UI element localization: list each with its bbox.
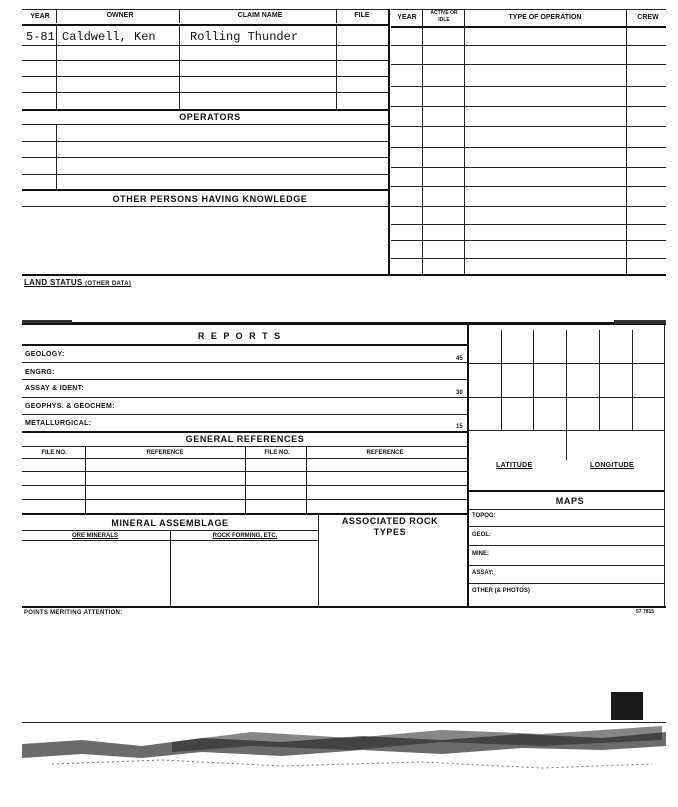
margin-number-30: 30 xyxy=(456,390,463,396)
gen-ref-header-reference-1: REFERENCE xyxy=(146,450,184,456)
maps-row-topog: TOPOG: xyxy=(472,513,496,519)
claims-header-owner: OWNER xyxy=(106,12,134,19)
longitude-label: LONGITUDE xyxy=(590,462,634,469)
claims-header-claim-name: CLAIM NAME xyxy=(237,12,283,19)
rock-forming-header: ROCK FORMING, ETC. xyxy=(212,533,278,539)
reports-row-assay: ASSAY & IDENT: xyxy=(25,385,85,392)
reports-row-engrg: ENGRG: xyxy=(25,369,55,376)
operators-heading: OPERATORS xyxy=(179,112,241,122)
form-number: 57 7815 xyxy=(636,609,655,615)
maps-row-assay: ASSAY: xyxy=(472,570,494,576)
ops-header-type-of-operation: TYPE OF OPERATION xyxy=(508,14,582,21)
claim-row-year: 5-81 xyxy=(26,30,55,44)
ops-header-crew: CREW xyxy=(637,14,659,21)
general-references-heading: GENERAL REFERENCES xyxy=(185,434,305,444)
land-status-title: LAND STATUS xyxy=(24,278,83,287)
associated-rock-types-heading: ASSOCIATED ROCK TYPES xyxy=(341,516,439,537)
ops-header-year: YEAR xyxy=(397,14,417,21)
gen-ref-header-reference-2: REFERENCE xyxy=(366,450,404,456)
ore-minerals-header: ORE MINERALS xyxy=(71,533,118,539)
land-status-label xyxy=(24,278,131,287)
margin-number-15: 15 xyxy=(456,424,463,430)
maps-heading: MAPS xyxy=(555,496,585,506)
claim-row-claim-name: Rolling Thunder xyxy=(190,30,299,44)
scan-smudge xyxy=(22,724,666,776)
mineral-assemblage-heading: MINERAL ASSEMBLAGE xyxy=(111,518,229,528)
gen-ref-header-file-no-1: FILE NO. xyxy=(41,450,67,456)
claims-header-file: FILE xyxy=(354,12,370,19)
reports-row-geology: GEOLOGY: xyxy=(25,351,65,358)
claim-row-owner: Caldwell, Ken xyxy=(62,30,156,44)
claims-header-year: YEAR xyxy=(30,13,50,20)
maps-row-mine: MINE: xyxy=(472,551,489,557)
maps-row-other: OTHER (& PHOTOS) xyxy=(472,588,530,594)
gen-ref-header-file-no-2: FILE NO. xyxy=(264,450,290,456)
reports-heading: R E P O R T S xyxy=(197,331,283,341)
reports-row-metallurgical: METALLURGICAL: xyxy=(25,420,92,427)
other-persons-heading: OTHER PERSONS HAVING KNOWLEDGE xyxy=(112,194,308,204)
maps-row-geol: GEOL: xyxy=(472,532,491,538)
latitude-label: LATITUDE xyxy=(496,462,533,469)
reports-row-geophys: GEOPHYS. & GEOCHEM: xyxy=(25,403,115,410)
land-status-subtitle: (OTHER DATA) xyxy=(85,281,132,287)
ops-header-active-or-idle: ACTIVE OR IDLE xyxy=(430,10,458,23)
margin-number-45: 45 xyxy=(456,356,463,362)
points-meriting-attention-label: POINTS MERITING ATTENTION: xyxy=(24,610,123,616)
